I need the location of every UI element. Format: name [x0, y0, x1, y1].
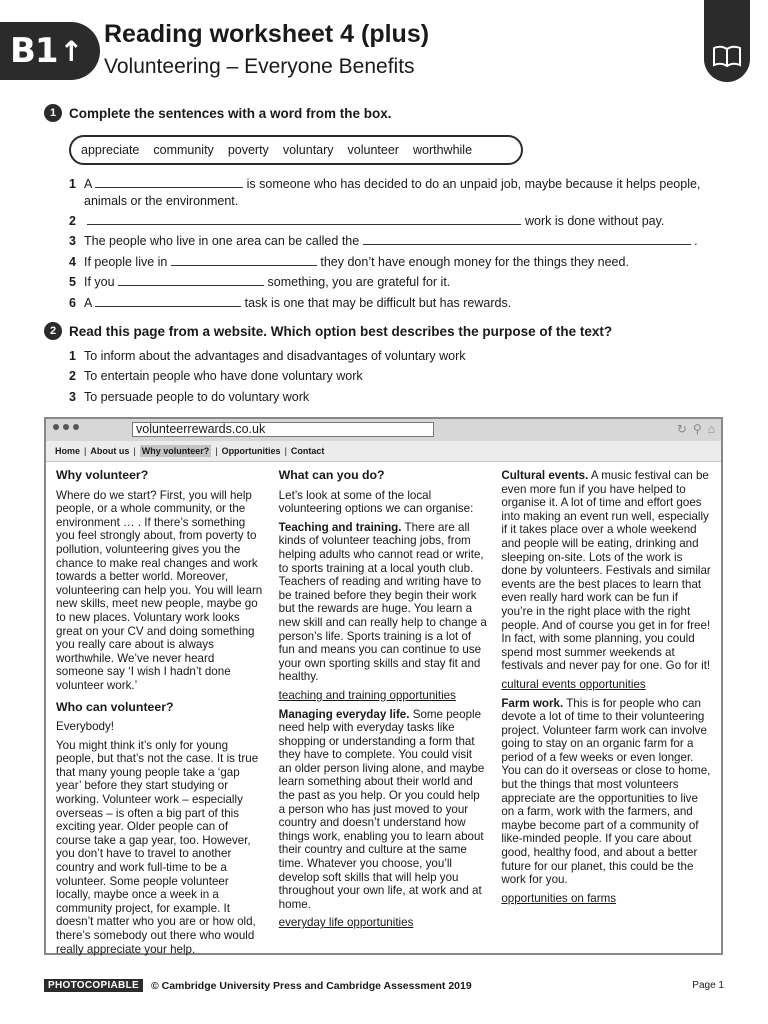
word-item: volunteer [347, 143, 399, 157]
word-item: voluntary [282, 143, 334, 157]
word-box [69, 135, 523, 165]
paragraph: Let’s look at some of the local volunteering options we can organise: [278, 488, 474, 516]
column-1 [56, 469, 265, 961]
address-bar[interactable]: volunteerrewards.co.uk [132, 422, 434, 437]
section-heading: Who can volunteer? [56, 699, 174, 714]
column-2 [279, 469, 488, 961]
answer-blank[interactable] [363, 233, 691, 245]
word-item: poverty [227, 143, 269, 157]
photocopiable-badge: PHOTOCOPIABLE [44, 979, 143, 992]
question-2-heading [44, 322, 612, 340]
question-number: 2 [44, 322, 62, 340]
question-number: 1 [44, 104, 62, 122]
answer-blank[interactable] [171, 254, 317, 266]
paragraph: Farm work. This is for people who can devote a lot of time to their volunteering project. Volunteer farm work can involve going to stay on an organic farm for a period of a few weeks or even longer. You can do it overseas or close to home, but the things that most volunteers appreciate are the opportunities to live on a farm, work with the farmers, and maybe become part of a community of like-minded people. If you care about good, healthy food, and about a better future for our planet, this could be the work for you. [501, 696, 711, 887]
question-instruction: Complete the sentences with a word from the box. [69, 105, 392, 121]
search-icon[interactable]: ⚲ [692, 422, 702, 436]
sentence-3: 3 The people who live in one area can be called the . [69, 234, 698, 248]
word-item: appreciate [81, 143, 140, 157]
level-badge [0, 22, 100, 80]
section-heading: Why volunteer? [56, 468, 149, 482]
level-label: B1 [10, 31, 58, 71]
paragraph: Everybody! [56, 720, 114, 734]
sentence-6: 6 A task is one that may be difficult but has rewards. [69, 296, 512, 310]
teaching-link[interactable]: teaching and training opportunities [278, 688, 456, 702]
browser-bar [46, 419, 721, 441]
up-arrow-icon: ↑ [59, 34, 83, 68]
answer-blank[interactable] [118, 274, 264, 286]
window-dots [53, 424, 79, 430]
page-number: Page 1 [692, 980, 724, 991]
nav-home[interactable]: Home [55, 446, 81, 456]
page-title: Reading worksheet 4 (plus) [104, 20, 430, 48]
home-icon[interactable]: ⌂ [707, 422, 715, 436]
site-nav: Home | About us | Why volunteer? | Opportunities | Contact [46, 441, 721, 462]
section-heading: What can you do? [278, 468, 385, 482]
website-frame [44, 417, 723, 955]
paragraph: You might think it’s only for young people, but that’s not the case. It is true that many young people take a ‘gap year’ before they start studying or working. Volunteer work – especially overseas – is often a big part of this exciting year. Older people can of course take a gap year, too. However, you don’t have to travel to another country and work full-time to be a volunteer. Some people volunteer locally, maybe once a week in a community project, for example. It doesn’t matter who you are or how old, there’s somebody out there who would really appreciate your help. [56, 738, 259, 956]
footer [44, 979, 724, 992]
question-1-heading [44, 104, 392, 122]
sentence-5: 5 If you something, you are grateful for it. [69, 275, 451, 289]
book-tab [704, 0, 750, 82]
sentence-1: 1 A is someone who has decided to do an unpaid job, maybe because it helps people, animals or the environment. [69, 177, 701, 208]
answer-blank[interactable] [95, 295, 241, 307]
paragraph: Where do we start? First, you will help people, or a whole community, or the environment … . If there’s something you feel strongly about, from poverty to pollution, volunteering gives you the chance to make real changes and work towards a better world. Moreover, volunteering can help you. You will learn new skills, meet new people, maybe go to new places. Voluntary work looks great on your CV and doing something you really care about is always worthwhile. We’ve never heard someone say ‘I wish I hadn’t done volunteer work.’ [56, 488, 263, 692]
question-instruction: Read this page from a website. Which option best describes the purpose of the text? [69, 323, 613, 339]
sentence-4: 4 If people live in they don’t have enough money for the things they need. [69, 255, 629, 269]
page-subtitle: Volunteering – Everyone Benefits [104, 55, 415, 78]
paragraph: Managing everyday life. Some people need help with everyday tasks like shopping or understanding a form that they have to complete. You could visit an older person living alone, and maybe learn something about their world and the past as you help. Or you could help a person who has just moved to your country and doesn’t understand how things work, enabling you to learn about their country and culture at the same time. Whatever you choose, you’ll develop soft skills that will help you throughout your own life, at work and at home. [278, 707, 485, 911]
nav-about-us[interactable]: About us [90, 446, 130, 456]
nav-contact[interactable]: Contact [290, 446, 325, 456]
everyday-life-link[interactable]: everyday life opportunities [278, 916, 414, 930]
answer-blank[interactable] [95, 176, 243, 188]
option-1[interactable]: 1 To inform about the advantages and disadvantages of voluntary work [69, 349, 466, 363]
nav-opportunities[interactable]: Opportunities [221, 446, 281, 456]
nav-why-volunteer[interactable]: Why volunteer? [141, 446, 210, 456]
refresh-icon[interactable]: ↻ [676, 422, 687, 436]
answer-blank[interactable] [87, 213, 521, 225]
sentence-2: 2 work is done without pay. [69, 214, 665, 228]
option-2[interactable]: 2 To entertain people who have done voluntary work [69, 369, 363, 383]
copyright: © Cambridge University Press and Cambridge Assessment 2019 [150, 979, 472, 992]
option-3[interactable]: 3 To persuade people to do voluntary work [69, 390, 310, 404]
farms-link[interactable]: opportunities on farms [501, 891, 617, 905]
word-item: community [153, 143, 214, 157]
cultural-events-link[interactable]: cultural events opportunities [501, 677, 646, 691]
paragraph: Cultural events. A music festival can be even more fun if you have helped to organise it. A lot of time and effort goes into making an event run well, especially if it takes place over a whole weekend and people will be eating, drinking and sleeping on-site. Lots of the work is done by volunteers. Festivals and similar events are the best places to learn that even really hard work can be fun if you’re in the right place with the right people. And of course you get in for free! In fact, with some planning, you could spend most summer weekends at festivals and never pay for one. Go for it! [501, 469, 711, 673]
column-3 [501, 469, 711, 961]
paragraph: Teaching and training. There are all kinds of volunteer teaching jobs, from helping adults who cannot read or write, to sports training at a local youth club. Teachers of reading and writing have to be trained before they begin their work but the rewards are huge. You learn a new skill and can really help to change a person’s life. Sports training is a lot of fun and means you can continue to use your own sporting skills and stay fit and healthy. [278, 520, 487, 684]
word-item: worthwhile [412, 143, 473, 157]
open-book-icon [712, 44, 742, 68]
